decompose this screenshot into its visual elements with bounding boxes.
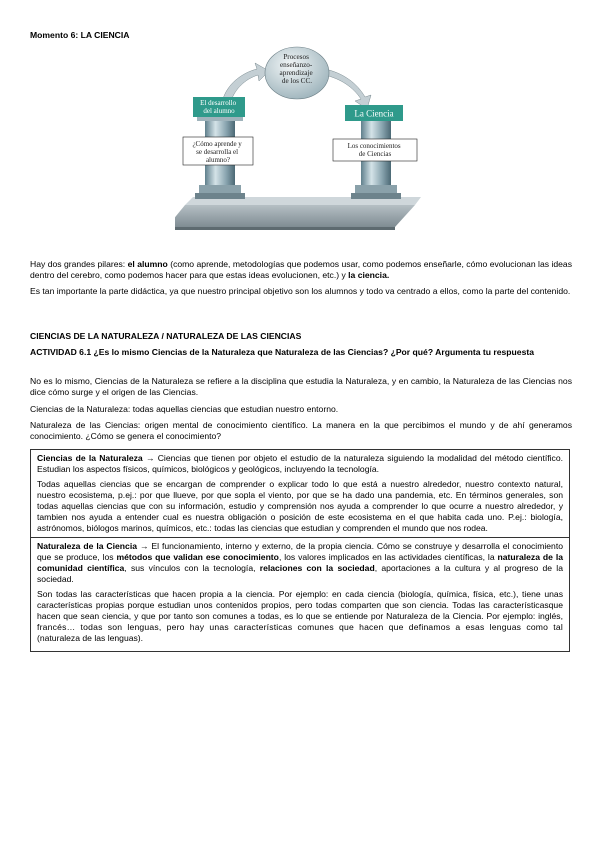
box2-title: Naturaleza de la Ciencia →: [37, 541, 149, 551]
box2-text-f: relaciones con la sociedad: [259, 563, 375, 573]
left-box-line-1: ¿Cómo aprende y: [192, 140, 242, 148]
intro-text-a: Hay dos grandes pilares:: [30, 259, 128, 269]
box2-p2-text-c: (naturaleza de las lenguas).: [37, 633, 144, 643]
box1-text: Ciencias que tienen por objeto el estudio de la naturaleza siguiendo la modalidad del método científico. Estudian los aspectos físicos, químicos, biológicos y geológicos, incluyendo la tecnología.: [37, 453, 563, 474]
box2-paragraph-1: [37, 541, 563, 585]
left-box-line-2: se desarrolla el: [196, 148, 239, 156]
left-box-line-3: alumno?: [205, 156, 231, 164]
box-separator: [31, 537, 569, 538]
process-label-3: aprendizaje: [279, 69, 313, 77]
answer-paragraph-1: No es lo mismo, Ciencias de la Naturaleza se refiere a la disciplina que estudia la Naturaleza, y en cambio, la Naturaleza de las Ciencias nos dice cómo surge y el origen de las Ciencias.: [30, 376, 572, 397]
page-heading: Momento 6: LA CIENCIA: [30, 30, 130, 40]
box2-text-g: , aportaciones a la cultura y al progreso de la sociedad.: [37, 563, 563, 584]
activity-title: ACTIVIDAD 6.1 ¿Es lo mismo Ciencias de la Naturaleza que Naturaleza de las Ciencias? ¿Por qué? Argumenta tu respuesta: [30, 347, 534, 357]
right-arrow: [325, 69, 371, 109]
svg-text:Procesos enseñanzo- ap: [280, 53, 315, 85]
svg-text:El desarrollo del alumno: [200, 99, 238, 115]
section-title: CIENCIAS DE LA NATURALEZA / NATURALEZA DE LAS CIENCIAS: [30, 331, 302, 341]
left-arrow: [223, 63, 269, 101]
box2-text-a: El funcionamiento, interno y externo, de la propia ciencia. Cómo se construye y desarrolla el conocimiento que se produce, los: [37, 541, 564, 562]
intro-text-alumno: el alumno: [127, 259, 168, 269]
process-label-2: enseñanzo-: [279, 61, 313, 69]
box2-paragraph-2: [37, 589, 563, 644]
box2-text-d: naturaleza de la comunidad científica: [37, 552, 563, 573]
right-box-line-2: de Ciencias: [358, 150, 392, 158]
box1-paragraph-1: [37, 453, 563, 475]
right-box-line-1: Los conocimientos: [347, 142, 401, 150]
box2-p2-text-a: Son todas las características que hacen propia a la ciencia. Por ejemplo: en cada ciencia (biología, química, física, etc.), tiene unas características propias porque estudian unos contenidos propios, pero todas comparten que son ciencia. Todas las característicasque hacen que sean ciencia, y que por tanto son comunes a todas, es lo que se entiende por Naturaleza de la Ciencia. Por ejemplo: inglés,: [37, 589, 563, 621]
answer-paragraph-3: Naturaleza de las Ciencias: origen mental de conocimiento científico. La manera en la que percibimos el mundo y de ahí generamos conocimiento. ¿Cómo se genera el conocimiento?: [30, 420, 572, 441]
left-header-line-1: El desarrollo: [200, 99, 237, 107]
box2-p2-text-b: francés… todas son lenguas, pero hay unas características comunes que hacen que definamos a esas lenguas como tal: [37, 622, 563, 632]
definitions-box: [30, 449, 570, 652]
base-slab: [175, 205, 415, 227]
process-label-1: Procesos: [283, 53, 309, 61]
answer-paragraph-2: Ciencias de la Naturaleza: todas aquellas ciencias que estudian nuestro entorno.: [30, 404, 339, 414]
process-label-4: de los CC.: [281, 77, 313, 85]
right-header-label: La Ciencia: [354, 108, 394, 119]
intro-text-ciencia: la ciencia.: [348, 270, 390, 280]
box1-paragraph-2: Todas aquellas ciencias que se encargan de comprender o explicar todo lo que está a nuestro alrededor, nuestro contexto natural, nuestro ecosistema, p.ej.: por que llueve, por que sopla el viento, por que se ha dado una pandemia, etc. En términos generales, son todas aquellas ciencias que con su información, estudio y comprensión nos ayuda a comprender lo que ocurre a nuestro alrededor, y tambien nos ayuda a entender cual es nuestra obligación o posición de este ecosistema en el que habita cada uno. P.ej.: biología, astrónomos, biólogos marinos, químicos, etc.: todas las ciencias que estudian y comprenden el mundo que nos rodea.: [37, 479, 563, 533]
box2-text-e: , sus vínculos con la tecnología,: [124, 563, 260, 573]
box2-text-b: métodos que validan ese conocimiento: [116, 552, 279, 562]
box1-title: Ciencias de la Naturaleza →: [37, 453, 155, 463]
pillars-diagram: [175, 45, 425, 230]
left-header-line-2: del alumno: [203, 107, 235, 115]
intro-paragraph-2: Es tan importante la parte didáctica, ya que nuestro principal objetivo son los alumnos y todo va centrado a ellos, como la parte del contenido.: [30, 286, 571, 296]
box2-text-c: , los valores implicados en las actividades científicas, la: [278, 552, 498, 562]
intro-text-c: (como aprende, metodologías que podemos usar, como podemos enseñarle, cómo evolucionan las ideas dentro del cerebro, como podemos hacer para que estas ideas evolucionen, etc.) y: [30, 259, 572, 280]
intro-paragraph-1: [30, 259, 572, 281]
